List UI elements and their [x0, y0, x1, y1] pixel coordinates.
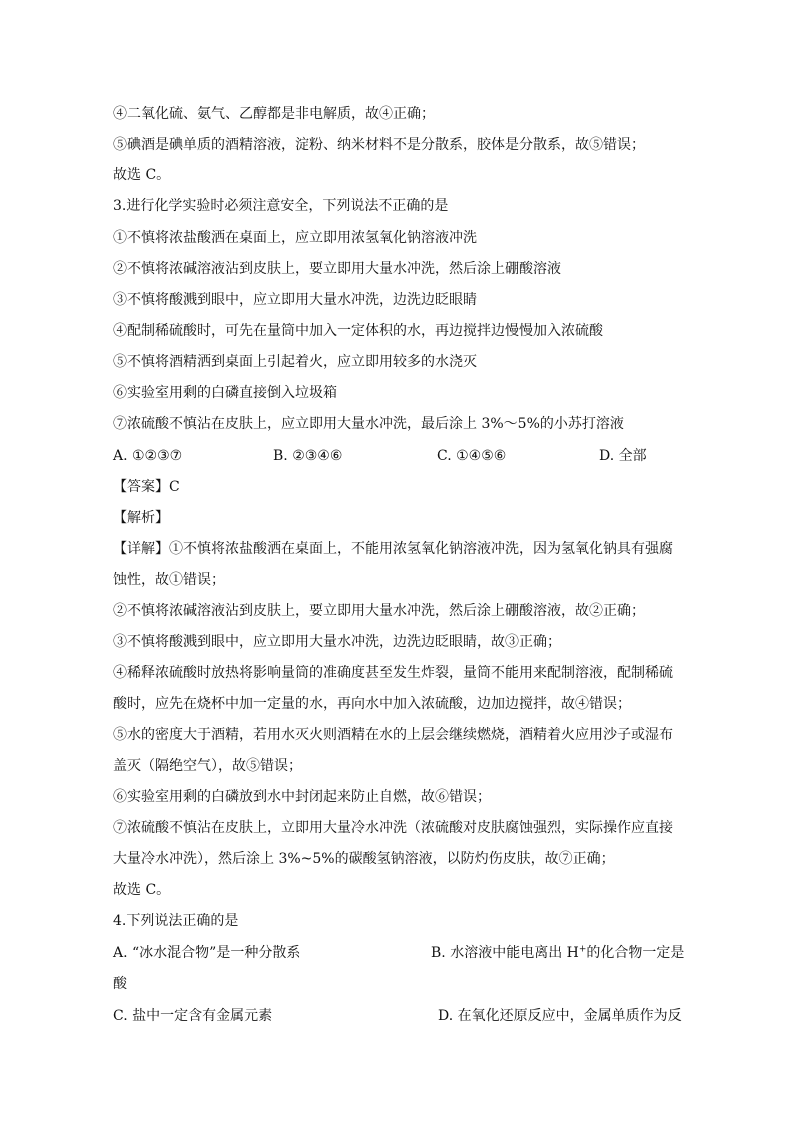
- answer-label: 【答案】C: [113, 479, 180, 495]
- text-line: ⑥实验室用剩的白磷直接倒入垃圾箱: [113, 385, 337, 401]
- detail-line: 【详解】①不慎将浓盐酸洒在桌面上，不能用浓氢氧化钠溶液冲洗，因为氢氧化钠具有强腐: [113, 541, 673, 557]
- detail-line: 大量冷水冲洗），然后涂上 3%~5%的碳酸氢钠溶液，以防灼伤皮肤，故⑦正确；: [113, 851, 615, 867]
- q4-option-a: A. “冰水混合物”是一种分散系: [113, 945, 301, 961]
- detail-line: ②不慎将浓碱溶液沾到皮肤上，要立即用大量水冲洗，然后涂上硼酸溶液，故②正确；: [113, 603, 645, 619]
- detail-line: ⑥实验室用剩的白磷放到水中封闭起来防止自燃，故⑥错误；: [113, 789, 491, 805]
- detail-line: ⑤水的密度大于酒精，若用水灭火则酒精在水的上层会继续燃烧，酒精着火应用沙子或湿布: [113, 727, 673, 743]
- q4-option-b-text: B. 水溶液中能电离出 H: [431, 945, 579, 961]
- q3-option-c: C. ①④⑤⑥: [437, 448, 507, 464]
- text-line: ⑤不慎将酒精洒到桌面上引起着火，应立即用较多的水浇灭: [113, 354, 477, 370]
- detail-line: 蚀性，故①错误；: [113, 572, 225, 588]
- text-line: ⑤碘酒是碘单质的酒精溶液，淀粉、纳米材料不是分散系，胶体是分散系，故⑤错误；: [113, 137, 645, 153]
- detail-line: 盖灭（隔绝空气），故⑤错误；: [113, 758, 302, 774]
- hydrogen-ion-charge: +: [578, 944, 587, 955]
- question-4-stem: 4.下列说法正确的是: [113, 913, 239, 929]
- text-line: ④配制稀硫酸时，可先在量筒中加入一定体积的水，再边搅拌边慢慢加入浓硫酸: [113, 323, 603, 339]
- text-line: ⑦浓硫酸不慎沾在皮肤上，应立即用大量水冲洗，最后涂上 3%～5%的小苏打溶液: [113, 416, 624, 432]
- text-line: ②不慎将浓碱溶液沾到皮肤上，要立即用大量水冲洗，然后涂上硼酸溶液: [113, 261, 561, 277]
- detail-line: ③不慎将酸溅到眼中，应立即用大量水冲洗，边洗边眨眼睛，故③正确；: [113, 634, 561, 650]
- detail-line: ⑦浓硫酸不慎沾在皮肤上，立即用大量冷水冲洗（浓硫酸对皮肤腐蚀强烈，实际操作应直接: [113, 820, 673, 836]
- text-line: ③不慎将酸溅到眼中，应立即用大量水冲洗，边洗边眨眼睛: [113, 292, 477, 308]
- analysis-label: 【解析】: [113, 510, 169, 526]
- q4-option-c: C. 盐中一定含有金属元素: [113, 1008, 273, 1024]
- detail-line: ④稀释浓硫酸时放热将影响量筒的准确度甚至发生炸裂，量筒不能用来配制溶液，配制稀硫: [113, 665, 673, 681]
- q4-option-b: [431, 944, 684, 962]
- text-line: ①不慎将浓盐酸洒在桌面上，应立即用浓氢氧化钠溶液冲洗: [113, 230, 477, 246]
- q3-option-a: A. ①②③⑦: [113, 448, 183, 464]
- q3-option-b: B. ②③④⑥: [273, 448, 343, 464]
- question-3-stem: 3.进行化学实验时必须注意安全，下列说法不正确的是: [113, 198, 449, 214]
- text-line: ④二氧化硫、氨气、乙醇都是非电解质，故④正确；: [113, 106, 435, 122]
- q4-option-b-text-end: 的化合物一定是: [586, 945, 685, 961]
- q4-option-b-continued: 酸: [113, 976, 127, 992]
- q4-option-d: D. 在氧化还原反应中，金属单质作为反: [438, 1008, 682, 1024]
- q3-option-d: D. 全部: [599, 448, 647, 464]
- text-line: 故选 C。: [113, 167, 171, 183]
- detail-line: 故选 C。: [113, 882, 171, 898]
- detail-line: 酸时，应先在烧杯中加一定量的水，再向水中加入浓硫酸，边加边搅拌，故④错误；: [113, 696, 631, 712]
